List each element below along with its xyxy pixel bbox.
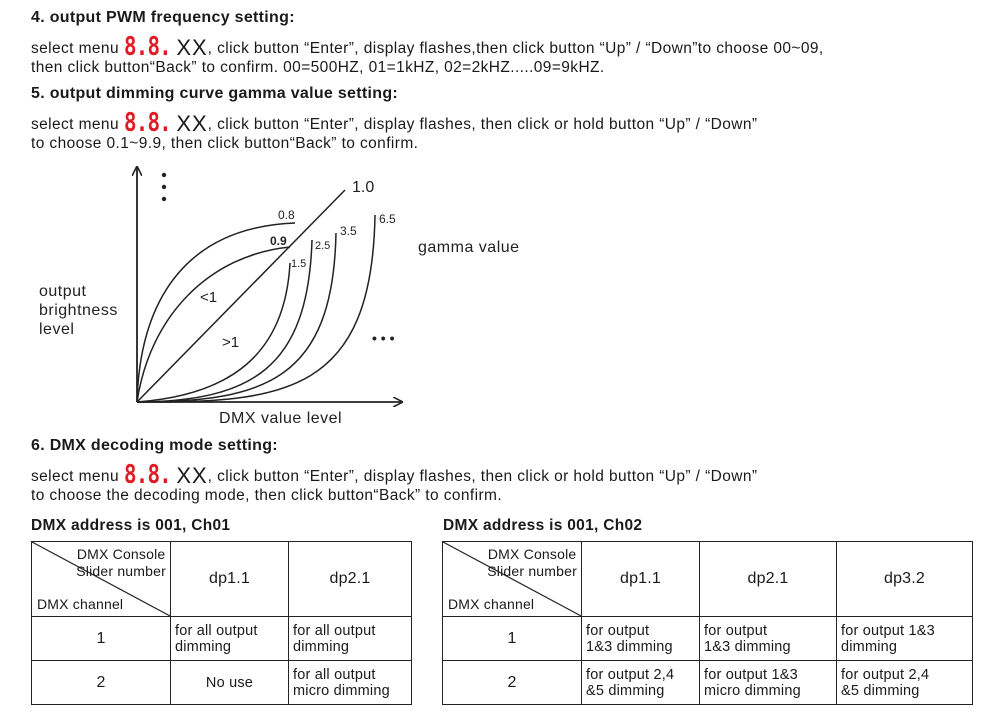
cell: [837, 617, 973, 661]
section-5-heading: 5. output dimming curve gamma value setting:: [31, 85, 399, 102]
table-1-title: DMX address is 001, Ch01: [31, 517, 231, 534]
text: Slider number: [487, 563, 577, 579]
curve-label: 1.0: [352, 179, 375, 196]
text: for output 1&3: [841, 622, 935, 639]
channel-cell: 2: [443, 661, 582, 705]
header-cell: dp2.1: [700, 542, 837, 617]
curve-label: 0.8: [278, 208, 295, 222]
led-digit-display: 8.8.: [123, 460, 171, 490]
curve-label: 2.5: [315, 240, 331, 252]
curve-label: 1.5: [291, 258, 307, 270]
table-row: [443, 617, 973, 661]
cell: [289, 617, 412, 661]
text: dimming: [293, 638, 350, 655]
curve-2-5: [137, 240, 312, 402]
gamma-curve-diagram: [0, 155, 560, 430]
corner-bottom-label: DMX channel: [448, 596, 535, 612]
text: &5 dimming: [586, 682, 665, 699]
cell: [171, 617, 289, 661]
curve-1-0: [137, 190, 345, 402]
curve-label: 3.5: [340, 224, 357, 238]
section-4-line-1: [31, 32, 824, 62]
text: for output: [586, 622, 650, 639]
dot: [162, 185, 166, 189]
gamma-value-label: gamma value: [418, 239, 520, 256]
text: for all output: [175, 622, 258, 639]
cell: [582, 661, 700, 705]
dot: [162, 197, 166, 201]
cell: [171, 661, 289, 705]
section-4-heading: 4. output PWM frequency setting:: [31, 9, 295, 26]
table-row: [32, 617, 412, 661]
corner-cell: [443, 542, 582, 617]
led-digit-display: 8.8.: [123, 108, 171, 138]
table-2-title: DMX address is 001, Ch02: [443, 517, 643, 534]
text: micro dimming: [704, 682, 801, 699]
ellipsis: • • •: [372, 330, 395, 346]
cell: [700, 617, 837, 661]
text: 1&3 dimming: [704, 638, 791, 655]
section-6-line-1: [31, 460, 758, 490]
corner-cell: [32, 542, 171, 617]
text: dimming: [841, 638, 898, 655]
text: , click button “Enter”, display flashes, then click or hold button “Up” / “Down”: [207, 116, 758, 133]
text: select menu: [31, 468, 124, 485]
text: for output 2,4: [586, 666, 675, 683]
dot: [162, 173, 166, 177]
section-5-line-2: to choose 0.1~9.9, then click button“Back” to confirm.: [31, 135, 419, 152]
section-6-heading: 6. DMX decoding mode setting:: [31, 437, 278, 454]
table-row: [32, 661, 412, 705]
table-1: [31, 541, 412, 705]
lt-one-label: <1: [200, 289, 218, 306]
text: for all output: [293, 666, 376, 683]
text: DMX Console: [76, 546, 166, 562]
text: No use: [205, 674, 254, 691]
text: for output 2,4: [841, 666, 930, 683]
text: &5 dimming: [841, 682, 920, 699]
table-header-row: [443, 542, 973, 617]
header-cell: dp3.2: [837, 542, 973, 617]
table-row: [443, 661, 973, 705]
menu-xx: XX: [176, 463, 208, 488]
y-axis-label-1: output: [39, 283, 87, 300]
table-header-row: [32, 542, 412, 617]
text: DMX Console: [487, 546, 577, 562]
y-axis-label-3: level: [39, 321, 75, 338]
text: for output 1&3: [704, 666, 798, 683]
header-cell: dp1.1: [171, 542, 289, 617]
channel-cell: 1: [443, 617, 582, 661]
text: select menu: [31, 116, 124, 133]
menu-xx: XX: [176, 111, 208, 136]
text: for all output: [293, 622, 376, 639]
text: , click button “Enter”, display flashes, then click or hold button “Up” / “Down”: [207, 468, 758, 485]
cell: [582, 617, 700, 661]
text: dimming: [175, 638, 232, 655]
x-axis-label: DMX value level: [219, 410, 343, 427]
section-5-line-1: [31, 108, 758, 138]
corner-top-label: [487, 546, 577, 580]
header-cell: dp1.1: [582, 542, 700, 617]
channel-cell: 2: [32, 661, 171, 705]
led-digit-display: 8.8.: [123, 32, 171, 62]
cell: [289, 661, 412, 705]
cell: [837, 661, 973, 705]
curve-label: 6.5: [379, 212, 396, 226]
curve-label: 0.9: [270, 234, 287, 248]
text: select menu: [31, 40, 124, 57]
text: 1&3 dimming: [586, 638, 673, 655]
menu-xx: XX: [176, 35, 208, 60]
section-4-line-2: then click button“Back” to confirm. 00=500HZ, 01=1kHZ, 02=2kHZ.....09=9kHZ.: [31, 59, 605, 76]
header-cell: dp2.1: [289, 542, 412, 617]
curve-6-5: [137, 215, 375, 402]
corner-top-label: [76, 546, 166, 580]
text: micro dimming: [293, 682, 390, 699]
corner-bottom-label: DMX channel: [37, 596, 124, 612]
channel-cell: 1: [32, 617, 171, 661]
text: , click button “Enter”, display flashes,then click button “Up” / “Down”to choose 00~09,: [207, 40, 824, 57]
cell: [700, 661, 837, 705]
y-axis-label-2: brightness: [39, 302, 118, 319]
table-2: [442, 541, 973, 705]
gt-one-label: >1: [222, 334, 240, 351]
text: Slider number: [76, 563, 166, 579]
section-6-line-2: to choose the decoding mode, then click button“Back” to confirm.: [31, 487, 503, 504]
text: for output: [704, 622, 768, 639]
